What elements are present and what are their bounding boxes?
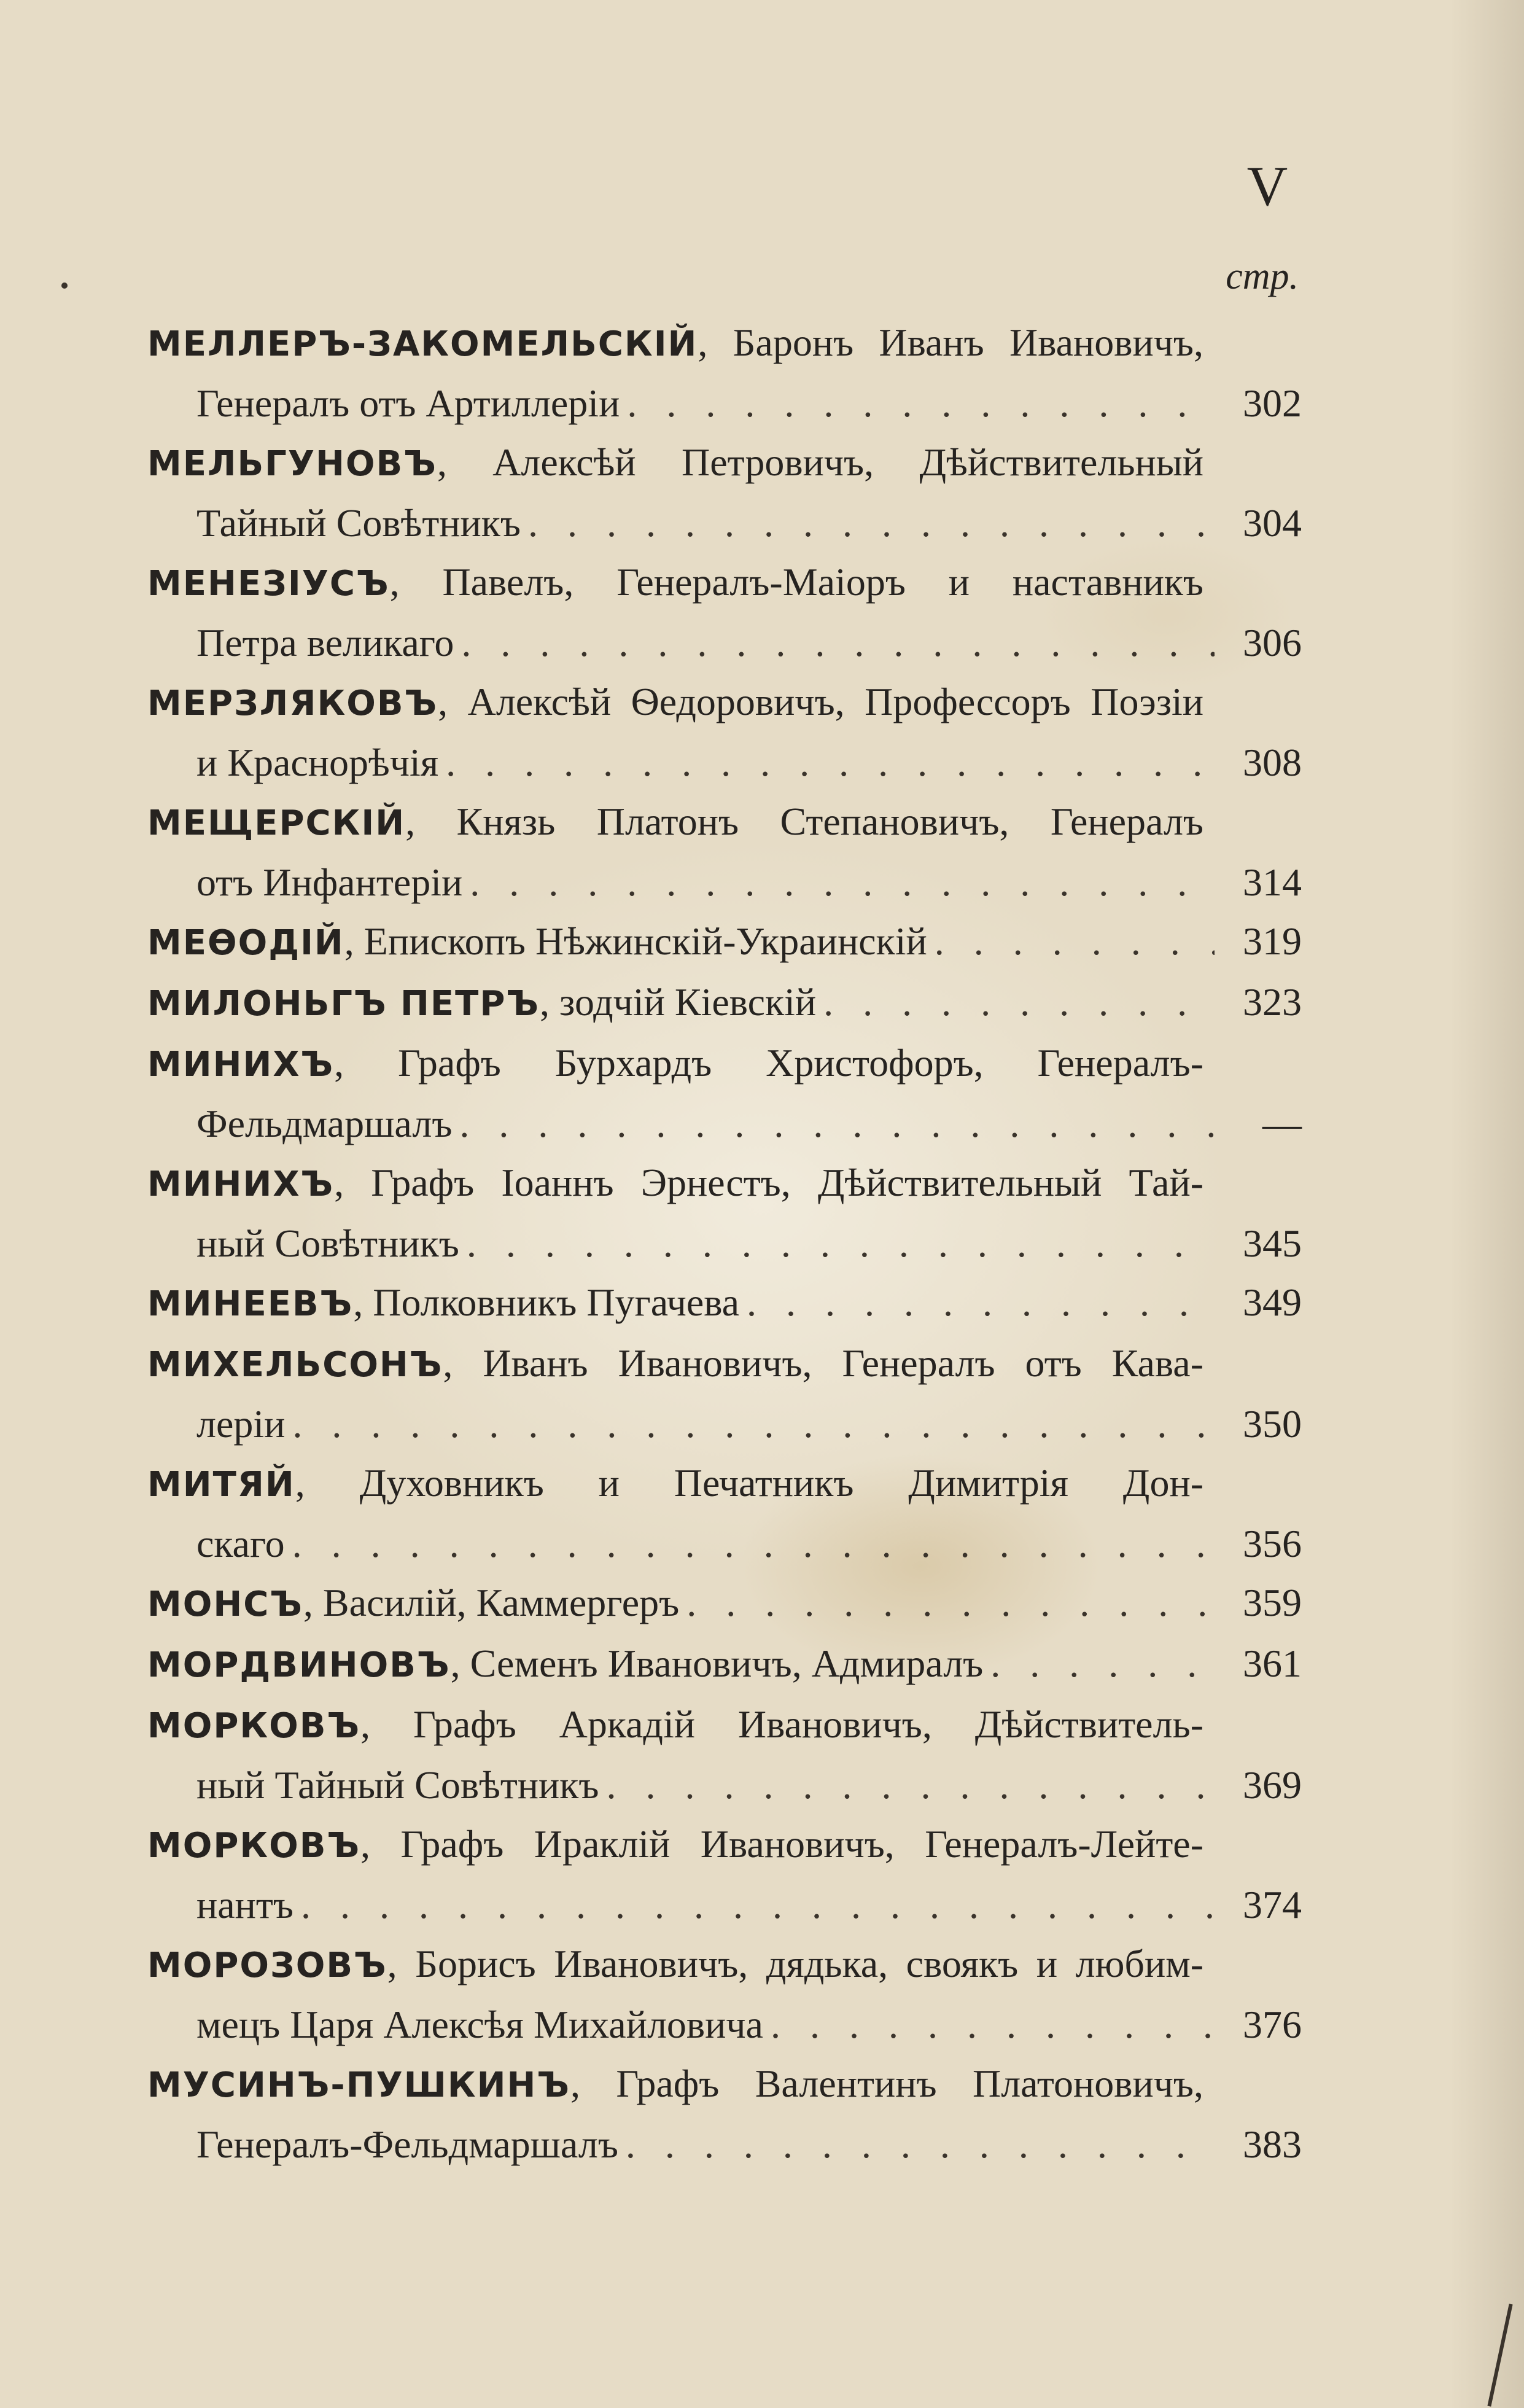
toc-entry-first-line	[147, 1034, 1203, 1094]
toc-entry	[147, 1815, 1302, 1935]
toc-page-number: 308	[1243, 741, 1302, 784]
toc-page-number: 374	[1243, 1883, 1302, 1927]
dot-leader	[470, 853, 1215, 912]
toc-entry	[147, 553, 1302, 672]
toc-entry-text	[147, 1634, 983, 1695]
toc-entry	[147, 1153, 1302, 1273]
toc-entry	[147, 2054, 1302, 2174]
toc-entry-second-line	[147, 733, 1302, 792]
toc-entry-description: , Графъ Іоаннъ Эрнестъ, Дѣйствительный Тай-	[334, 1161, 1203, 1204]
toc-page-number: 319	[1243, 919, 1302, 963]
dot-leader	[461, 614, 1215, 672]
toc-entry-second-line	[147, 853, 1302, 912]
toc-entry-second-line	[147, 614, 1302, 672]
toc-entry-first-line	[147, 2054, 1203, 2115]
page-folio: V	[1246, 155, 1289, 217]
toc-entry-second-line	[147, 1756, 1302, 1815]
toc-entry-line	[147, 1634, 1302, 1695]
toc-page-number: 359	[1243, 1581, 1302, 1624]
toc-entry-first-line	[147, 1815, 1203, 1876]
toc-entry-name: МОНСЪ	[147, 1584, 303, 1624]
toc-entry-name: МИНИХЪ	[147, 1164, 335, 1204]
toc-entry	[147, 313, 1302, 433]
dot-leader	[626, 2115, 1215, 2174]
toc-entry-description: , Василій, Каммергеръ	[303, 1581, 680, 1624]
toc-entry-line	[147, 973, 1302, 1034]
toc-page-number: 361	[1243, 1642, 1302, 1685]
toc-entry-continuation: Генералъ-Фельдмаршалъ	[196, 2122, 618, 2166]
toc-entry-name: МЕЩЕРСКІЙ	[147, 803, 406, 843]
toc-entry	[147, 1935, 1302, 2054]
dot-leader	[606, 1756, 1215, 1815]
toc-entry-line	[147, 1573, 1302, 1634]
toc-page-number: 350	[1243, 1402, 1302, 1446]
toc-entry-description: , Графъ Ираклій Ивановичъ, Генералъ-Лейте-	[360, 1822, 1203, 1866]
toc-entry-second-line	[147, 1214, 1302, 1273]
toc-entry-description: , Иванъ Ивановичъ, Генералъ отъ Кава-	[443, 1341, 1203, 1385]
toc-entry-description: , Борисъ Ивановичъ, дядька, своякъ и любим-	[387, 1942, 1203, 1985]
toc-entry-continuation: и Краснорѣчія	[196, 741, 439, 784]
toc-entry-second-line	[147, 1995, 1302, 2054]
toc-page-number: 383	[1243, 2122, 1302, 2166]
toc-entry-text	[147, 1273, 739, 1334]
toc-entry-continuation: ный Совѣтникъ	[196, 1222, 459, 1265]
toc-entry-description: , Полковникъ Пугачева	[353, 1280, 740, 1324]
toc-entry	[147, 1573, 1302, 1634]
dot-leader	[747, 1273, 1215, 1332]
toc-entry-second-line	[147, 494, 1302, 553]
toc-entry-line	[147, 1273, 1302, 1334]
toc-entry-text	[147, 912, 927, 973]
toc-entry-name: МИНЕЕВЪ	[147, 1284, 354, 1324]
page-edge-shadow	[1449, 0, 1524, 2408]
dot-leader	[627, 374, 1215, 433]
toc-entry-name: МУСИНЪ-ПУШКИНЪ	[147, 2065, 570, 2105]
toc-entry-name: МЕРЗЛЯКОВЪ	[147, 684, 438, 723]
toc-page-number: 376	[1243, 2003, 1302, 2046]
toc-entry-description: , Павелъ, Генералъ-Маіоръ и наставникъ	[389, 560, 1203, 604]
toc-page-number: 349	[1243, 1280, 1302, 1324]
toc-entry-second-line	[147, 1876, 1302, 1935]
toc-entry-name: МОРДВИНОВЪ	[147, 1645, 451, 1685]
toc-page-number: 345	[1243, 1222, 1302, 1265]
toc-entry-description: , Алексѣй Ѳедоровичъ, Профессоръ Поэзіи	[438, 680, 1203, 723]
toc-entry-first-line	[147, 313, 1203, 374]
toc-entry	[147, 1695, 1302, 1815]
page-column-label: стр.	[1226, 255, 1299, 297]
toc-entry-description: , Графъ Бурхардъ Христофоръ, Генералъ-	[334, 1041, 1203, 1085]
ink-speck	[61, 282, 68, 289]
toc-entry-name: МИНИХЪ	[147, 1045, 335, 1085]
toc-entry	[147, 1454, 1302, 1573]
toc-entry-name: МОРОЗОВЪ	[147, 1946, 387, 1985]
toc-entry-description: , Князь Платонъ Степановичъ, Генералъ	[405, 800, 1203, 843]
toc-entry-first-line	[147, 1153, 1203, 1214]
toc-entry-first-line	[147, 1334, 1203, 1395]
toc-entry	[147, 433, 1302, 553]
toc-page-number: 304	[1243, 501, 1302, 545]
toc-entry-second-line	[147, 1514, 1302, 1573]
toc-entry-second-line	[147, 2115, 1302, 2174]
dot-leader	[935, 912, 1215, 971]
toc-entry	[147, 1334, 1302, 1454]
dot-leader	[467, 1214, 1215, 1273]
toc-entry	[147, 1034, 1302, 1153]
toc-entry-continuation: Фельдмаршалъ	[196, 1102, 453, 1145]
dot-leader	[292, 1395, 1215, 1454]
toc-entry-name: МЕЛЛЕРЪ-ЗАКОМЕЛЬСКІЙ	[147, 324, 698, 364]
toc-entry-first-line	[147, 433, 1203, 494]
toc-entry-continuation: нантъ	[196, 1883, 294, 1927]
toc-entry-continuation: ный Тайный Совѣтникъ	[196, 1763, 599, 1807]
toc-entry-continuation: Генералъ отъ Артиллеріи	[196, 381, 620, 425]
toc-entry-text	[147, 973, 816, 1034]
toc-entry-continuation: мецъ Царя Алексѣя Михайловича	[196, 2003, 763, 2046]
toc-entry-second-line	[147, 374, 1302, 433]
toc-entry-description: , Графъ Аркадій Ивановичъ, Дѣйствитель-	[360, 1702, 1203, 1746]
toc-entry-description: , зодчій Кіевскій	[540, 980, 817, 1024]
toc-entry-name: МИЛОНЬГЪ ПЕТРЪ	[147, 984, 540, 1024]
dot-leader	[292, 1514, 1215, 1573]
toc-entry-description: , Семенъ Ивановичъ, Адмиралъ	[450, 1642, 984, 1685]
toc-entry-second-line	[147, 1094, 1302, 1153]
toc-entry-line	[147, 912, 1302, 973]
toc-entry-text	[147, 1573, 679, 1634]
toc-entry-continuation: Тайный Совѣтникъ	[196, 501, 521, 545]
toc-entry-continuation: Петра великаго	[196, 621, 454, 664]
toc-entry-continuation: скаго	[196, 1522, 285, 1565]
toc-entry-name: МОРКОВЪ	[147, 1826, 361, 1866]
toc-entry-continuation: леріи	[196, 1402, 286, 1446]
dot-leader	[301, 1876, 1215, 1935]
toc-entry-name: МИХЕЛЬСОНЪ	[147, 1345, 443, 1385]
toc-entry-first-line	[147, 792, 1203, 853]
toc-entry-name: МЕНЕЗІУСЪ	[147, 564, 390, 604]
table-of-contents	[147, 313, 1302, 2174]
toc-entry-continuation: отъ Инфантеріи	[196, 860, 463, 904]
dot-leader	[771, 1995, 1215, 2054]
toc-entry-first-line	[147, 553, 1203, 614]
toc-entry-description: , Графъ Валентинъ Платоновичъ,	[570, 2062, 1203, 2105]
toc-page-number: 356	[1243, 1522, 1302, 1565]
toc-page-number: 369	[1243, 1763, 1302, 1807]
toc-entry	[147, 792, 1302, 912]
toc-entry-first-line	[147, 1454, 1203, 1514]
toc-page-number: 323	[1243, 980, 1302, 1024]
toc-page-number: 302	[1243, 381, 1302, 425]
toc-entry-name: МИТЯЙ	[147, 1465, 295, 1505]
toc-entry-first-line	[147, 672, 1203, 733]
toc-entry-first-line	[147, 1695, 1203, 1756]
toc-entry	[147, 1273, 1302, 1334]
dot-leader	[990, 1634, 1215, 1693]
dot-leader	[686, 1573, 1215, 1632]
dot-leader	[459, 1094, 1215, 1153]
toc-entry-name: МЕЛЬГУНОВЪ	[147, 444, 437, 484]
toc-page-number: 306	[1243, 621, 1302, 664]
toc-entry-first-line	[147, 1935, 1203, 1995]
toc-entry-description: , Баронъ Иванъ Ивановичъ,	[698, 321, 1203, 364]
toc-entry-description: , Духовникъ и Печатникъ Димитрія Дон-	[295, 1461, 1203, 1505]
toc-entry-name: МЕѲОДІЙ	[147, 923, 344, 963]
toc-page-number: 314	[1243, 860, 1302, 904]
toc-entry-description: , Алексѣй Петровичъ, Дѣйствительный	[437, 440, 1203, 484]
toc-entry	[147, 912, 1302, 973]
toc-entry	[147, 672, 1302, 792]
toc-page-number: —	[1262, 1102, 1302, 1145]
toc-entry	[147, 973, 1302, 1034]
toc-entry-name: МОРКОВЪ	[147, 1706, 361, 1746]
dot-leader	[528, 494, 1215, 553]
toc-entry-description: , Епископъ Нѣжинскій-Украинскій	[344, 919, 927, 963]
dot-leader	[446, 733, 1215, 792]
toc-entry	[147, 1634, 1302, 1695]
dot-leader	[823, 973, 1215, 1032]
toc-entry-second-line	[147, 1395, 1302, 1454]
